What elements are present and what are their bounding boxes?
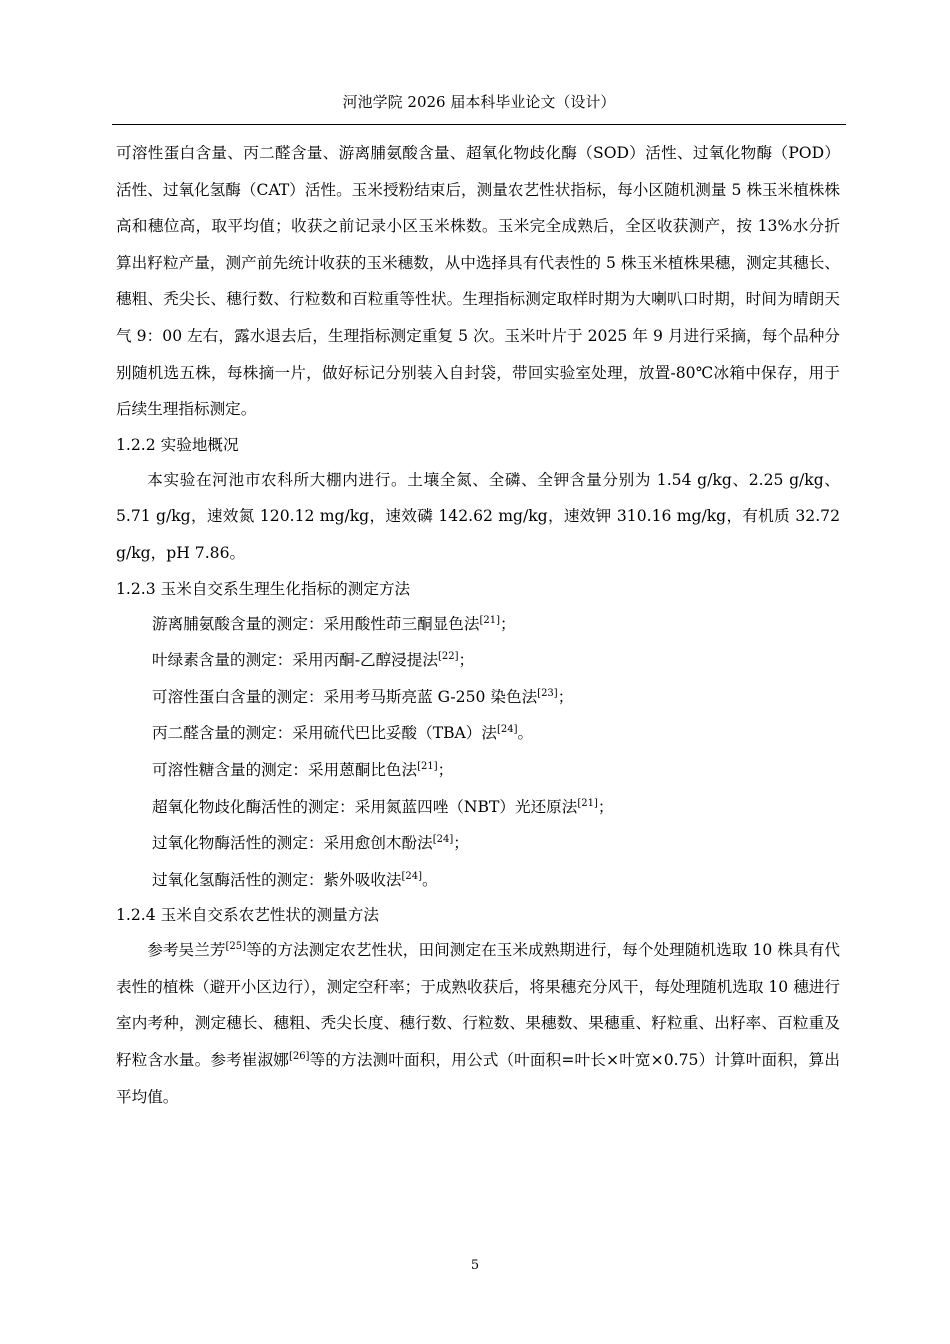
section-heading-1-2-3: 1.2.3 玉米自交系生理生化指标的测定方法	[116, 579, 411, 598]
paragraph-agronomic-methods	[116, 932, 840, 1115]
header-rule	[112, 124, 846, 125]
method-item	[116, 825, 840, 862]
citation: [24]	[497, 724, 518, 736]
method-item	[116, 715, 840, 752]
citation: [22]	[437, 650, 459, 662]
method-end: ；	[458, 651, 475, 670]
method-text: 可溶性蛋白含量的测定：采用考马斯亮蓝 G-250 染色法	[152, 687, 538, 706]
method-text: 过氧化物酶活性的测定：采用愈创木酚法	[152, 834, 433, 853]
method-end: ；	[437, 760, 454, 779]
method-text: 游离脯氨酸含量的测定：采用酸性茚三酮显色法	[152, 614, 480, 633]
method-list	[116, 606, 840, 899]
method-text: 超氧化物歧化酶活性的测定：采用氮蓝四唑（NBT）光还原法	[152, 797, 578, 816]
method-text: 叶绿素含量的测定：采用丙酮-乙醇浸提法	[152, 651, 438, 670]
citation: [26]	[289, 1050, 310, 1062]
citation: [24]	[401, 870, 423, 882]
method-end: ；	[597, 797, 614, 816]
page-number: 5	[470, 1258, 480, 1273]
citation: [25]	[225, 941, 247, 953]
method-end: ；	[557, 687, 574, 706]
method-text: 丙二醛含量的测定：采用硫代巴比妥酸（TBA）法	[152, 724, 497, 743]
section-heading-1-2-2: 1.2.2 实验地概况	[116, 435, 239, 454]
method-item	[116, 752, 840, 789]
paragraph-sampling-methods: 可溶性蛋白含量、丙二醛含量、游离脯氨酸含量、超氧化物歧化酶（SOD）活性、过氧化物酶（POD）活性、过氧化氢酶（CAT）活性。玉米授粉结束后，测量农艺性状指标，每小区随机测量 5 株玉米植株株高和穗位高，取平均值；收获之前记录小区玉米株数。玉米完全成熟后，全区收获测产，按 13%水分折算出籽粒产量，测产前先统计收获的玉米穗数，从中选择具有代表性的 5 株玉米植株果穗，测定其穗长、穗粗、秃尖长、穗行数、行粒数和百粒重等性状。生理指标测定取样时期为大喇叭口时期，时间为晴朗天气 9：00 左右，露水退去后，生理指标测定重复 5 次。玉米叶片于 2025 年 9 月进行采摘，每个品种分别随机选五株，每株摘一片，做好标记分别装入自封袋，带回实验室处理，放置-80℃冰箱中保存，用于后续生理指标测定。	[116, 144, 840, 419]
citation: [21]	[417, 760, 438, 772]
method-end: 。	[422, 870, 438, 889]
method-end: ；	[500, 614, 516, 633]
paragraph-site-overview: 本实验在河池市农科所大棚内进行。土壤全氮、全磷、全钾含量分别为 1.54 g/kg、2.25 g/kg、5.71 g/kg，速效氮 120.12 mg/kg，速效磷 142.62 mg/kg，速效钾 310.16 mg/kg，有机质 32.72 g/kg，pH 7.86。	[116, 470, 840, 562]
method-end: 。	[517, 724, 534, 743]
document-body	[116, 135, 840, 1115]
method-text: 可溶性糖含量的测定：采用蒽酮比色法	[152, 760, 418, 779]
section-heading-1-2-4: 1.2.4 玉米自交系农艺性状的测量方法	[116, 906, 379, 925]
paragraph-text: 参考吴兰芳	[147, 941, 226, 960]
paragraph-text: 等的方法测定农艺性状，田间测定在玉米成熟期进行，每个处理随机选取 10 株具有代表性的植株（避开小区边行），测定空秆率；于成熟收获后，将果穗充分风干，每处理随机选取 10 穗进行室内考种，测定穗长、穗粗、秃尖长度、穗行数、行粒数、果穗数、果穗重、籽粒重、出籽率、百粒重及籽粒含水量。参考崔淑娜	[116, 941, 840, 1070]
method-text: 过氧化氢酶活性的测定：紫外吸收法	[152, 870, 402, 889]
citation: [23]	[537, 687, 558, 699]
citation: [21]	[577, 797, 598, 809]
paragraph-text: 等的方法测叶面积，用公式（叶面积=叶长×叶宽×0.75）计算叶面积，算出平均值。	[116, 1051, 840, 1106]
citation: [24]	[432, 833, 454, 845]
method-item	[116, 789, 840, 826]
method-item	[116, 679, 840, 716]
method-item	[116, 642, 840, 679]
method-item	[116, 862, 840, 899]
method-item	[116, 606, 840, 643]
citation: [21]	[479, 614, 501, 626]
method-end: ；	[453, 834, 469, 853]
page-header: 河池学院 2026 届本科毕业论文（设计）	[342, 93, 616, 111]
